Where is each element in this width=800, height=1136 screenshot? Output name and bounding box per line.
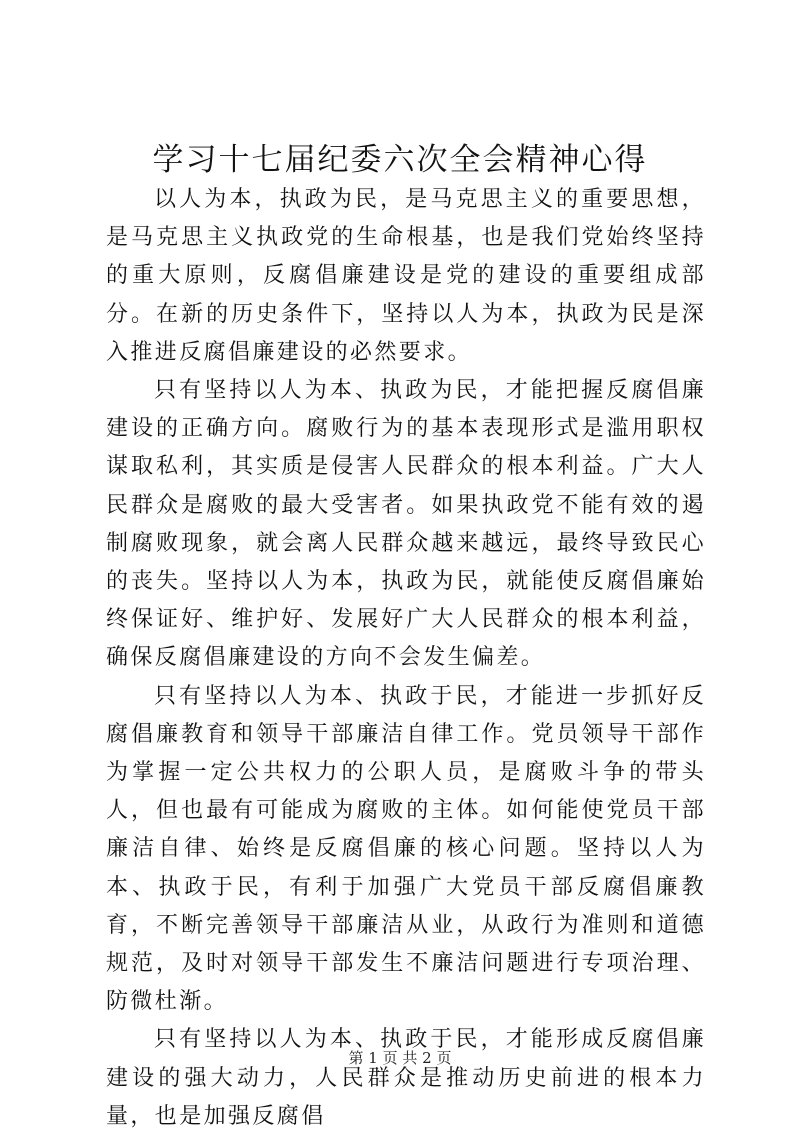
document-title: 学习十七届纪委六次全会精神心得 xyxy=(152,142,648,178)
paragraph-1: 以人为本，执政为民，是马克思主义的重要思想，是马克思主义执政党的生命根基，也是我们党始终坚持的重大原则，反腐倡廉建设是党的建设的重要组成部分。在新的历史条件下，坚持以人为本，执政为民是深入推进反腐倡廉建设的必然要求。 xyxy=(106,187,706,365)
document-body xyxy=(106,181,706,1136)
page-indicator: 第 1 页 共 2 页 xyxy=(348,1049,452,1067)
paragraph-2: 只有坚持以人为本、执政为民，才能把握反腐倡廉建设的正确方向。腐败行为的基本表现形式是滥用职权谋取私利，其实质是侵害人民群众的根本利益。广大人民群众是腐败的最大受害者。如果执政党不能有效的遏制腐败现象，就会离人民群众越来越远，最终导致民心的丧失。坚持以人为本，执政为民，就能使反腐倡廉始终保证好、维护好、发展好广大人民群众的根本利益，确保反腐倡廉建设的方向不会发生偏差。 xyxy=(106,378,706,671)
paragraph-3: 只有坚持以人为本、执政于民，才能进一步抓好反腐倡廉教育和领导干部廉洁自律工作。党员领导干部作为掌握一定公共权力的公职人员，是腐败斗争的带头人，但也最有可能成为腐败的主体。如何能使党员干部廉洁自律、始终是反腐倡廉的核心问题。坚持以人为本、执政于民，有利于加强广大党员干部反腐倡廉教育，不断完善领导干部廉洁从业，从政行为准则和道德规范，及时对领导干部发生不廉洁问题进行专项治理、防微杜渐。 xyxy=(106,683,706,1015)
paragraph-4: 只有坚持以人为本、执政于民，才能形成反腐倡廉建设的强大动力，人民群众是推动历史前进的根本力量，也是加强反腐倡 xyxy=(106,1027,706,1129)
page-footer xyxy=(0,1048,800,1068)
